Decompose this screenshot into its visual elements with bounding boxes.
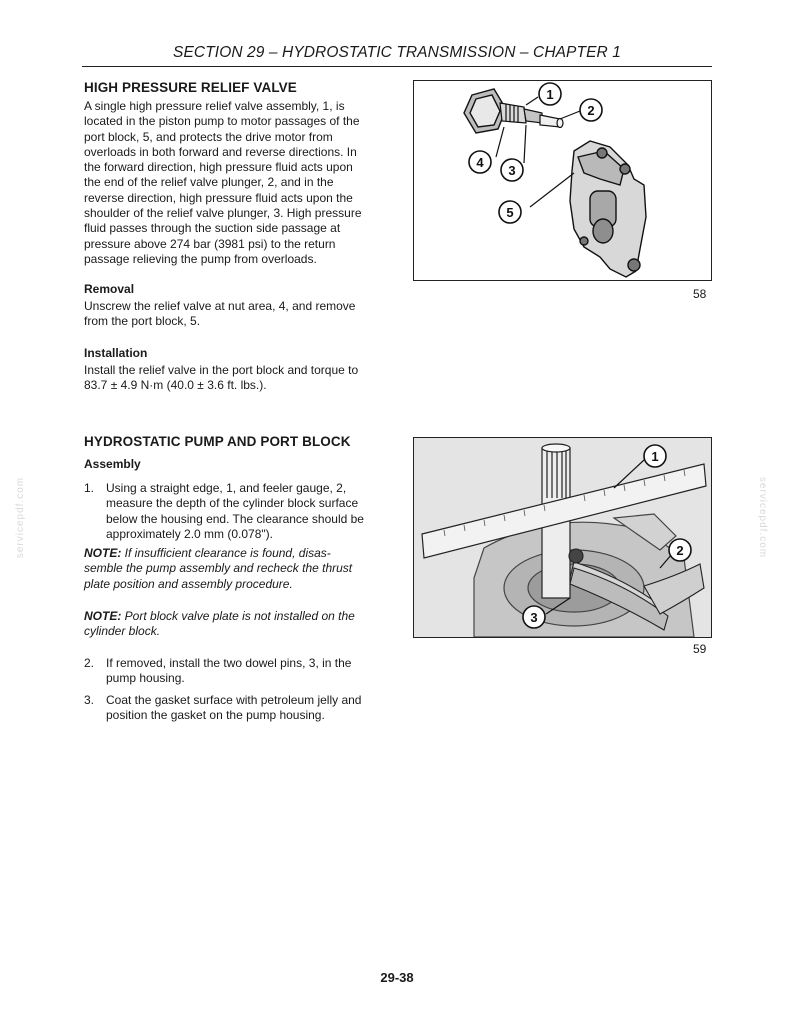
svg-text:2: 2 — [676, 543, 684, 558]
step-number: 3. — [84, 693, 95, 707]
relief-valve-nut — [464, 89, 506, 133]
removal-block — [84, 282, 380, 330]
note-text: plate position and assembly procedure. — [84, 576, 293, 591]
step-line: position the gasket on the pump housing. — [106, 708, 325, 723]
step-line: below the housing end. The clearance should be — [106, 511, 364, 526]
installation-line: Install the relief valve in the port block and torque to — [84, 363, 359, 377]
installation-block — [84, 346, 380, 394]
svg-text:1: 1 — [651, 449, 659, 464]
callout-3 — [501, 159, 523, 181]
note-label: NOTE: — [84, 546, 122, 560]
step-line: If removed, install the two dowel pins, 3, in the — [106, 656, 352, 670]
step-line: Using a straight edge, 1, and feeler gauge, 2, — [106, 481, 347, 495]
intro-line: port block, 5, and protects the drive motor from — [84, 129, 333, 144]
svg-text:2: 2 — [587, 103, 595, 118]
installation-heading: Installation — [84, 346, 148, 360]
installation-line: 83.7 ± 4.9 N·m (40.0 ± 3.6 ft. lbs.). — [84, 378, 267, 393]
note-text: semble the pump assembly and recheck the thrust — [84, 561, 353, 576]
step-line: pump housing. — [106, 671, 185, 686]
note-text: If insufficient clearance is found, disas- — [121, 546, 331, 560]
note-text: Port block valve plate is not installed on the — [121, 609, 355, 623]
assembly-step-2 — [84, 656, 380, 687]
svg-text:3: 3 — [508, 163, 516, 178]
figure-58-number: 58 — [693, 287, 707, 301]
svg-text:1: 1 — [546, 87, 554, 102]
relief-valve-body — [500, 103, 563, 128]
figure-58-relief-valve — [413, 80, 712, 281]
callout-1 — [539, 83, 561, 105]
step-number: 2. — [84, 656, 95, 670]
intro-line: pressure above 274 bar (3981 psi) to the return — [84, 236, 336, 251]
relief-valve-heading: HIGH PRESSURE RELIEF VALVE — [84, 80, 297, 95]
pump-heading: HYDROSTATIC PUMP AND PORT BLOCK — [84, 434, 351, 449]
assembly-step-1 — [84, 481, 380, 542]
step-number: 1. — [84, 481, 95, 495]
note-1 — [84, 546, 380, 592]
step-line: measure the depth of the cylinder block surface — [106, 496, 359, 511]
removal-heading: Removal — [84, 282, 135, 296]
header-rule — [82, 66, 712, 67]
intro-line: passage relieving the pump from overloads. — [84, 251, 317, 266]
intro-line: shoulder of the relief valve plunger, 3. High pressure — [84, 206, 362, 221]
svg-text:4: 4 — [476, 155, 484, 170]
watermark-right: servicepdf.com — [757, 476, 769, 559]
step-line: Coat the gasket surface with petroleum jelly and — [106, 693, 362, 707]
section-header: SECTION 29 – HYDROSTATIC TRANSMISSION – CHAPTER 1 — [173, 44, 621, 61]
intro-line: fluid passes through the suction side passage at — [84, 221, 341, 236]
section-relief-valve — [84, 80, 380, 267]
note-label: NOTE: — [84, 609, 122, 623]
intro-line: the forward direction, high pressure fluid acts upon — [84, 160, 353, 175]
relief-valve-illustration — [414, 81, 711, 280]
intro-line: reverse direction, high pressure fluid acts upon the — [84, 190, 353, 205]
removal-line: from the port block, 5. — [84, 314, 201, 329]
intro-line: A single high pressure relief valve assembly, 1, is — [84, 99, 345, 113]
callout-4 — [469, 151, 491, 173]
note-2 — [84, 609, 380, 640]
step-line: approximately 2.0 mm (0.078"). — [106, 526, 273, 541]
watermark-left: servicepdf.com — [15, 476, 27, 559]
port-block — [570, 141, 646, 277]
pump-clearance-illustration — [414, 438, 711, 637]
callout-5 — [499, 201, 521, 223]
section-pump-port-block — [84, 434, 380, 471]
callout-2 — [580, 99, 602, 121]
svg-text:3: 3 — [530, 610, 538, 625]
page-number: 29-38 — [380, 970, 414, 985]
note-text: cylinder block. — [84, 624, 161, 639]
relief-valve-intro — [84, 99, 380, 267]
removal-line: Unscrew the relief valve at nut area, 4, and remove — [84, 299, 356, 313]
intro-line: overloads in both forward and reverse directions. In — [84, 144, 357, 159]
callout-2 — [669, 539, 691, 561]
figure-59-pump-clearance — [413, 437, 712, 638]
assembly-step-3 — [84, 693, 380, 724]
svg-text:5: 5 — [506, 205, 514, 220]
assembly-heading: Assembly — [84, 457, 141, 471]
intro-line: the end of the relief valve plunger, 2, and in the — [84, 175, 334, 190]
figure-59-number: 59 — [693, 642, 707, 656]
callout-3 — [523, 606, 545, 628]
intro-line: located in the piston pump to motor passages of the — [84, 114, 360, 129]
callout-1 — [644, 445, 666, 467]
